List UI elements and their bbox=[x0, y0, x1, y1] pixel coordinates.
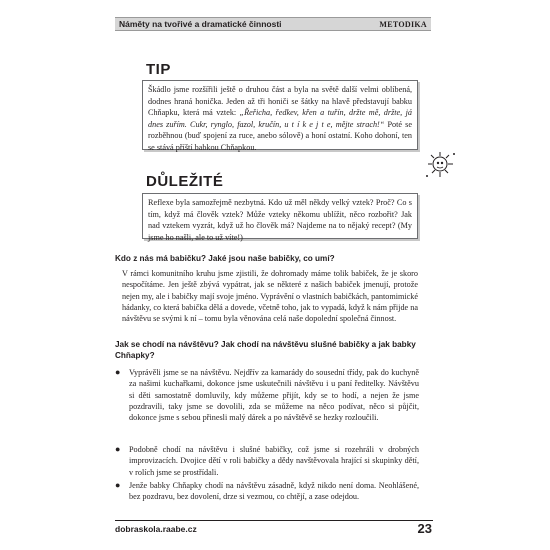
list-item bbox=[115, 480, 419, 503]
tip-title: TIP bbox=[146, 61, 171, 78]
bullet-icon: ● bbox=[115, 480, 121, 490]
header-title: Náměty na tvořivé a dramatické činnosti bbox=[119, 19, 282, 29]
bullet-text: Podobně chodí na návštěvu i slušné babičky, což jsme si rozehráli v drobných improvizacích. Dvojice dětí v roli babičky a dědy navštěvovala hrající si skupinky dětí, v rolích jsme se prostřídali. bbox=[129, 445, 419, 477]
footer-divider bbox=[115, 520, 433, 521]
footer-website: dobraskola.raabe.cz bbox=[115, 524, 197, 534]
dulezite-title: DŮLEŽITÉ bbox=[146, 173, 224, 190]
tip-text-end: Poté se rozběhnou (buď spojení za ruce, anebo sólově) a honí ostatní. Koho dohoní, ten se stává příští babkou Chňapkou. bbox=[148, 119, 412, 152]
bullet-icon: ● bbox=[115, 367, 121, 377]
page-number: 23 bbox=[417, 521, 432, 536]
list-item bbox=[115, 444, 419, 478]
running-header bbox=[115, 17, 431, 31]
tip-text-start: Škádlo jsme rozšířili ještě o druhou část a byla na světě další velmi oblíbená, dodnes hraná honička. Jeden až tři honiči se šátky na hlavě představují babku Chňapku, která má vztek: bbox=[148, 85, 412, 118]
section1-question: Kdo z nás má babičku? Jaké jsou naše babičky, co umí? bbox=[115, 254, 335, 263]
tip-rhyme: „Řeřicha, ředkev, křen a tuřín, držte mě, držte, já dnes zuřím. Cukr, rynglo, fazol, kručín, u t í k e j t e, mějte strach!“ bbox=[148, 108, 412, 129]
dulezite-text: Reflexe byla samozřejmě nezbytná. Kdo už měl někdy velký vztek? Proč? Co s tím, když má člověk vztek? Může vzteky někomu ublížit, něco rozbořit? Jak nad vztekem vyzrát, když už ho člověk má? Najdeme na to nějaký recept? (My jsme ho našli, ale to už víte!) bbox=[148, 198, 412, 242]
bullet-text: Jenže babky Chňapky chodí na návštěvu zásadně, když nikdo není doma. Neohlášené, bez pozdravu, bez dovolení, drze si vezmou, co chtějí, a zase odejdou. bbox=[129, 481, 419, 502]
header-section: METODIKA bbox=[379, 19, 427, 29]
bullet-text: Vyprávěli jsme se na návštěvu. Nejdřív za kamarády do sousední třídy, pak do kuchyně za našimi kuchařkami, dokonce jsme uskutečnili návštěvu i u paní ředitelky. Návštěvu si děti samostatně domluvily, kdy můžeme přijít, kdy se to hodí, a nejen že jsme pozdravili, taky jsme se dovolili, zda se můžeme na něco podívat, něco si půjčit, dokonce jsme s sebou přinesli malý dárek a po návštěvě se hezky rozloučili. bbox=[129, 368, 419, 423]
tip-box bbox=[142, 80, 418, 150]
sparkle-doodle-icon bbox=[424, 150, 458, 180]
list-item bbox=[115, 367, 419, 423]
section1-paragraph: V rámci komunitního kruhu jsme zjistili, že dohromady máme tolik babiček, že je skoro nespočítáme. Jen ještě zbývá vypátrat, jak se některé z našich babiček jmenují, protože nejen my, ale i babičky mají svoje jméno. Vyprávění o vlastních babičkách, pantomimické hádanky, co která babička dělá a dovede, včetně toho, jak to vypadá, když k nám přijde na návštěvu se svými k ní – tomu byla věnována celá naše dopolední společná činnost. bbox=[122, 269, 418, 324]
tip-text bbox=[148, 84, 412, 154]
section2-question: Jak se chodí na návštěvu? Jak chodí na návštěvu slušné babičky a jak babky Chňapky? bbox=[115, 340, 416, 360]
dulezite-box bbox=[142, 193, 418, 242]
bullet-icon: ● bbox=[115, 444, 121, 454]
